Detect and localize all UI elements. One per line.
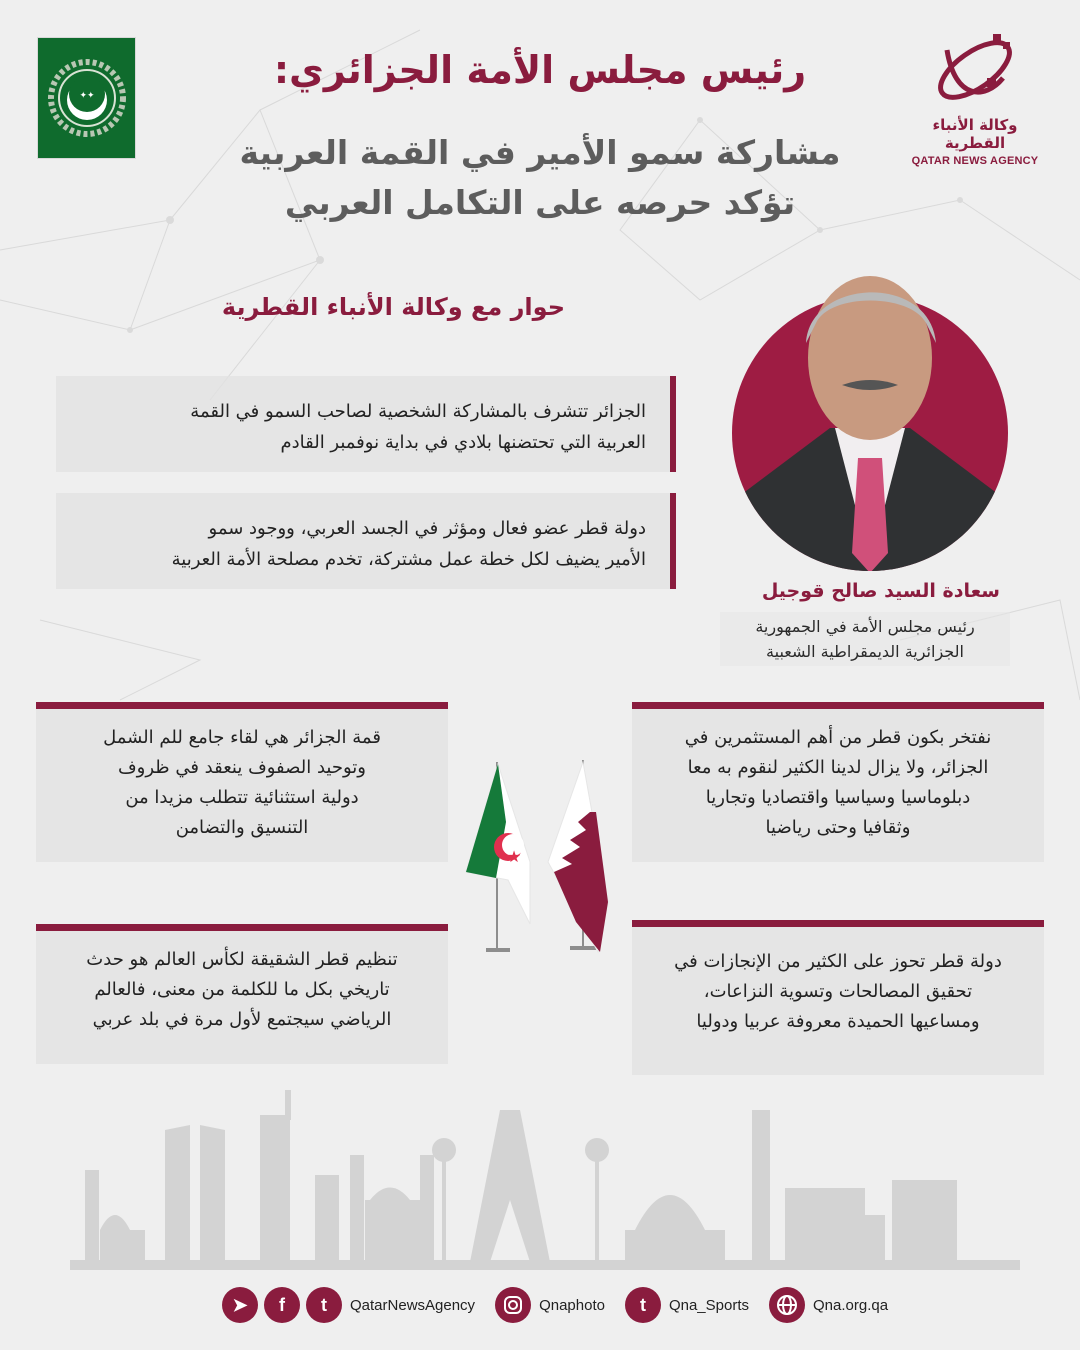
statement-line: تحقيق المصالحات وتسوية النزاعات،: [703, 981, 973, 1002]
statement-line: دولية استثنائية تتطلب مزيدا من: [125, 787, 359, 808]
twitter-icon[interactable]: t: [306, 1287, 342, 1323]
statement-line: ومساعيها الحميدة معروفة عربيا ودوليا: [696, 1011, 980, 1032]
subtitle-line-2: تؤكد حرصه على التكامل العربي: [284, 183, 796, 222]
statement-line: الجزائر، ولا يزال لدينا الكثير لنقوم به معا: [687, 757, 989, 778]
portrait-photo: [730, 263, 1010, 573]
statement-line: دولة قطر تحوز على الكثير من الإنجازات في: [674, 951, 1002, 972]
flags-algeria-qatar: [458, 752, 628, 962]
statement-line: نفتخر بكون قطر من أهم المستثمرين في: [684, 727, 992, 748]
statement-line: الرياضي سيجتمع لأول مرة في بلد عربي: [92, 1009, 392, 1030]
statement-line: التنسيق والتضامن: [175, 817, 309, 838]
city-skyline: [70, 1080, 1020, 1270]
arab-league-emblem: [37, 37, 136, 159]
handle-main[interactable]: QatarNewsAgency: [350, 1296, 476, 1314]
logo-arabic-text: وكالة الأنباء القطرية: [932, 116, 1018, 152]
person-role: [720, 612, 1010, 666]
quote-line: الأمير يضيف لكل خطة عمل مشتركة، تخدم مصلحة الأمة العربية: [171, 549, 646, 570]
facebook-icon[interactable]: f: [264, 1287, 300, 1323]
algeria-flag-icon: [466, 762, 530, 952]
wreath-crescent-icon: [45, 56, 129, 140]
statement-card: [632, 920, 1044, 1075]
statement-line: تاريخي بكل ما للكلمة من معنى، فالعالم: [94, 979, 390, 1000]
telegram-icon[interactable]: ➤: [222, 1287, 258, 1323]
quote-card: [56, 376, 676, 472]
svg-text:✦✦: ✦✦: [78, 91, 95, 101]
statement-card: [36, 702, 448, 862]
statement-line: قمة الجزائر هي لقاء جامع للم الشمل: [103, 727, 381, 748]
twitter-icon[interactable]: t: [625, 1287, 661, 1323]
role-line-1: رئيس مجلس الأمة في الجمهورية: [755, 617, 975, 636]
qna-logo: [900, 30, 1050, 167]
qatar-flag-icon: [548, 760, 608, 952]
quote-line: العربية التي تحتضنها بلادي في بداية نوفمبر القادم: [280, 432, 646, 453]
globe-icon[interactable]: [769, 1287, 805, 1323]
qna-atom-icon: [925, 30, 1025, 110]
headline-title: رئيس مجلس الأمة الجزائري:: [273, 48, 807, 92]
quote-card: [56, 493, 676, 589]
quote-line: الجزائر تتشرف بالمشاركة الشخصية لصاحب السمو في القمة: [190, 401, 646, 422]
social-footer: [222, 1287, 902, 1323]
handle-instagram[interactable]: Qnaphoto: [539, 1296, 605, 1314]
quote-line: دولة قطر عضو فعال ومؤثر في الجسد العربي، ووجود سمو: [208, 518, 646, 539]
subtitle-line-1: مشاركة سمو الأمير في القمة العربية: [239, 133, 841, 172]
svg-text:★: ★: [506, 847, 522, 866]
statement-card: [632, 702, 1044, 862]
logo-english-text: QATAR NEWS AGENCY: [911, 155, 1039, 167]
person-name: سعادة السيد صالح قوجيل: [761, 580, 1000, 602]
role-line-2: الجزائرية الديمقراطية الشعبية: [766, 642, 964, 661]
interview-label: حوار مع وكالة الأنباء القطرية: [221, 293, 565, 321]
statement-line: وتوحيد الصفوف ينعقد في ظروف: [118, 757, 366, 778]
headline-subtitle: [180, 128, 900, 228]
handle-sports[interactable]: Qna_Sports: [668, 1296, 749, 1314]
statement-line: وثقافيا وحتى رياضيا: [765, 817, 911, 838]
statement-card: [36, 924, 448, 1064]
instagram-icon[interactable]: [495, 1287, 531, 1323]
website-link[interactable]: Qna.org.qa: [813, 1296, 889, 1314]
statement-line: تنظيم قطر الشقيقة لكأس العالم هو حدث: [86, 949, 398, 970]
statement-line: دبلوماسيا وسياسيا واقتصاديا وتجاريا: [705, 787, 971, 808]
